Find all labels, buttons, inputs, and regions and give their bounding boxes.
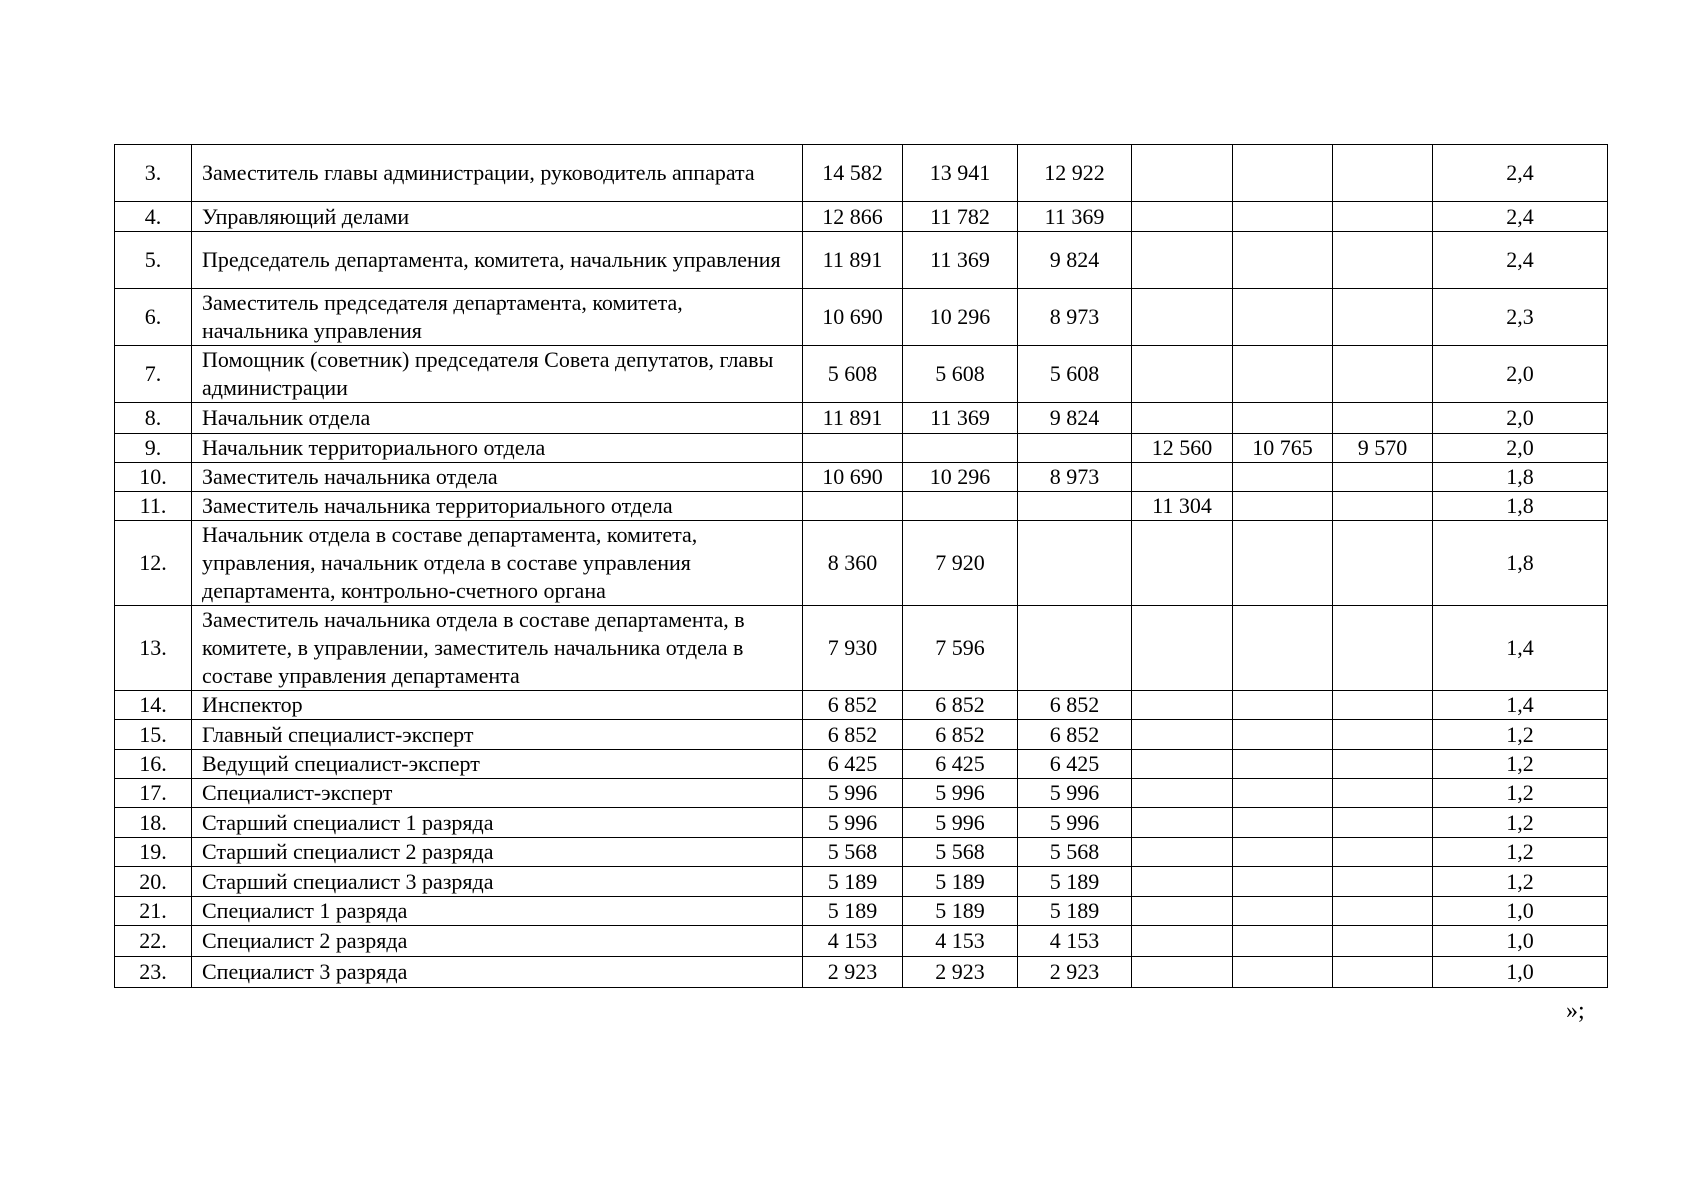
table-row <box>115 720 1608 750</box>
value-col-2-cell: 5 996 <box>903 779 1018 808</box>
value-col-6-cell <box>1333 867 1433 897</box>
value-col-5-cell <box>1233 346 1333 403</box>
value-col-6-cell <box>1333 808 1433 838</box>
value-col-2-cell <box>903 434 1018 463</box>
position-title-cell: Помощник (советник) председателя Совета депутатов, главы администрации <box>192 346 803 403</box>
value-col-6-cell <box>1333 897 1433 926</box>
coefficient-cell: 1,8 <box>1433 463 1608 492</box>
position-title-cell: Начальник отдела <box>192 403 803 434</box>
value-col-5-cell <box>1233 403 1333 434</box>
value-col-1-cell: 10 690 <box>803 289 903 346</box>
table-row <box>115 521 1608 606</box>
value-col-3-cell: 4 153 <box>1018 926 1132 957</box>
table-row <box>115 838 1608 867</box>
position-title-cell: Начальник отдела в составе департамента, комитета, управления, начальник отдела в составе управления департамента, контрольно-счетного органа <box>192 521 803 606</box>
closing-quote-mark: »; <box>1566 998 1585 1024</box>
position-title-cell: Старший специалист 2 разряда <box>192 838 803 867</box>
value-col-4-cell <box>1132 779 1233 808</box>
value-col-2-cell: 6 425 <box>903 750 1018 779</box>
value-col-3-cell <box>1018 521 1132 606</box>
value-col-1-cell: 5 568 <box>803 838 903 867</box>
position-title-cell: Заместитель председателя департамента, комитета, начальника управления <box>192 289 803 346</box>
row-number-cell: 22. <box>115 926 192 957</box>
value-col-2-cell <box>903 492 1018 521</box>
value-col-1-cell: 5 996 <box>803 779 903 808</box>
value-col-5-cell <box>1233 232 1333 289</box>
table-row <box>115 897 1608 926</box>
position-title-cell: Заместитель главы администрации, руководитель аппарата <box>192 145 803 202</box>
value-col-2-cell: 5 608 <box>903 346 1018 403</box>
value-col-4-cell <box>1132 897 1233 926</box>
value-col-1-cell <box>803 492 903 521</box>
value-col-4-cell <box>1132 957 1233 988</box>
coefficient-cell: 1,4 <box>1433 606 1608 691</box>
coefficient-cell: 1,0 <box>1433 897 1608 926</box>
position-title-cell: Заместитель начальника отдела в составе департамента, в комитете, в управлении, заместитель начальника отдела в составе управления департамента <box>192 606 803 691</box>
value-col-5-cell <box>1233 521 1333 606</box>
coefficient-cell: 2,4 <box>1433 145 1608 202</box>
position-title-cell: Заместитель начальника отдела <box>192 463 803 492</box>
value-col-1-cell: 5 189 <box>803 867 903 897</box>
coefficient-cell: 2,3 <box>1433 289 1608 346</box>
value-col-2-cell: 11 782 <box>903 202 1018 232</box>
table-row <box>115 808 1608 838</box>
value-col-2-cell: 10 296 <box>903 289 1018 346</box>
value-col-3-cell: 12 922 <box>1018 145 1132 202</box>
coefficient-cell: 2,0 <box>1433 403 1608 434</box>
table-row <box>115 750 1608 779</box>
coefficient-cell: 1,2 <box>1433 838 1608 867</box>
value-col-1-cell: 7 930 <box>803 606 903 691</box>
value-col-5-cell <box>1233 779 1333 808</box>
row-number-cell: 21. <box>115 897 192 926</box>
row-number-cell: 19. <box>115 838 192 867</box>
position-title-cell: Специалист 1 разряда <box>192 897 803 926</box>
value-col-6-cell <box>1333 691 1433 720</box>
row-number-cell: 10. <box>115 463 192 492</box>
coefficient-cell: 2,0 <box>1433 434 1608 463</box>
position-title-cell: Специалист 2 разряда <box>192 926 803 957</box>
value-col-1-cell: 5 608 <box>803 346 903 403</box>
value-col-4-cell <box>1132 232 1233 289</box>
value-col-2-cell: 11 369 <box>903 232 1018 289</box>
value-col-4-cell <box>1132 691 1233 720</box>
coefficient-cell: 1,2 <box>1433 779 1608 808</box>
row-number-cell: 9. <box>115 434 192 463</box>
value-col-4-cell <box>1132 463 1233 492</box>
value-col-5-cell <box>1233 691 1333 720</box>
value-col-5-cell <box>1233 145 1333 202</box>
value-col-1-cell: 14 582 <box>803 145 903 202</box>
position-title-cell: Председатель департамента, комитета, начальник управления <box>192 232 803 289</box>
value-col-3-cell: 5 996 <box>1018 808 1132 838</box>
value-col-5-cell <box>1233 492 1333 521</box>
table-row <box>115 232 1608 289</box>
value-col-4-cell: 12 560 <box>1132 434 1233 463</box>
value-col-2-cell: 7 920 <box>903 521 1018 606</box>
value-col-6-cell <box>1333 463 1433 492</box>
table-row <box>115 779 1608 808</box>
value-col-5-cell <box>1233 750 1333 779</box>
coefficient-cell: 1,8 <box>1433 492 1608 521</box>
value-col-4-cell <box>1132 346 1233 403</box>
value-col-3-cell: 8 973 <box>1018 289 1132 346</box>
value-col-6-cell <box>1333 492 1433 521</box>
value-col-4-cell <box>1132 606 1233 691</box>
position-title-cell: Старший специалист 3 разряда <box>192 867 803 897</box>
value-col-6-cell <box>1333 232 1433 289</box>
value-col-5-cell <box>1233 926 1333 957</box>
coefficient-cell: 1,0 <box>1433 957 1608 988</box>
value-col-3-cell: 9 824 <box>1018 403 1132 434</box>
value-col-2-cell: 6 852 <box>903 691 1018 720</box>
value-col-3-cell <box>1018 492 1132 521</box>
value-col-3-cell: 11 369 <box>1018 202 1132 232</box>
position-title-cell: Специалист-эксперт <box>192 779 803 808</box>
value-col-2-cell: 7 596 <box>903 606 1018 691</box>
salary-table <box>114 144 1608 988</box>
value-col-1-cell: 2 923 <box>803 957 903 988</box>
value-col-5-cell <box>1233 289 1333 346</box>
value-col-1-cell: 6 852 <box>803 720 903 750</box>
value-col-4-cell <box>1132 808 1233 838</box>
position-title-cell: Начальник территориального отдела <box>192 434 803 463</box>
value-col-3-cell: 9 824 <box>1018 232 1132 289</box>
value-col-4-cell <box>1132 720 1233 750</box>
value-col-3-cell <box>1018 606 1132 691</box>
value-col-4-cell <box>1132 403 1233 434</box>
table-row <box>115 463 1608 492</box>
value-col-3-cell: 6 852 <box>1018 720 1132 750</box>
row-number-cell: 14. <box>115 691 192 720</box>
value-col-4-cell <box>1132 521 1233 606</box>
table-row <box>115 957 1608 988</box>
coefficient-cell: 1,2 <box>1433 720 1608 750</box>
value-col-5-cell <box>1233 720 1333 750</box>
row-number-cell: 5. <box>115 232 192 289</box>
position-title-cell: Управляющий делами <box>192 202 803 232</box>
row-number-cell: 6. <box>115 289 192 346</box>
value-col-1-cell: 6 425 <box>803 750 903 779</box>
position-title-cell: Ведущий специалист-эксперт <box>192 750 803 779</box>
table-row <box>115 691 1608 720</box>
value-col-4-cell <box>1132 750 1233 779</box>
value-col-4-cell <box>1132 867 1233 897</box>
row-number-cell: 23. <box>115 957 192 988</box>
coefficient-cell: 1,0 <box>1433 926 1608 957</box>
value-col-2-cell: 11 369 <box>903 403 1018 434</box>
value-col-6-cell <box>1333 289 1433 346</box>
coefficient-cell: 1,4 <box>1433 691 1608 720</box>
coefficient-cell: 2,4 <box>1433 232 1608 289</box>
value-col-2-cell: 10 296 <box>903 463 1018 492</box>
row-number-cell: 11. <box>115 492 192 521</box>
table-row <box>115 346 1608 403</box>
value-col-5-cell <box>1233 202 1333 232</box>
row-number-cell: 7. <box>115 346 192 403</box>
coefficient-cell: 2,4 <box>1433 202 1608 232</box>
table-row <box>115 289 1608 346</box>
value-col-6-cell <box>1333 779 1433 808</box>
table-row <box>115 202 1608 232</box>
value-col-3-cell: 5 568 <box>1018 838 1132 867</box>
value-col-4-cell: 11 304 <box>1132 492 1233 521</box>
value-col-1-cell: 11 891 <box>803 403 903 434</box>
value-col-2-cell: 6 852 <box>903 720 1018 750</box>
value-col-5-cell: 10 765 <box>1233 434 1333 463</box>
value-col-6-cell <box>1333 403 1433 434</box>
value-col-2-cell: 5 189 <box>903 867 1018 897</box>
value-col-3-cell: 5 189 <box>1018 897 1132 926</box>
value-col-4-cell <box>1132 838 1233 867</box>
table-row <box>115 434 1608 463</box>
position-title-cell: Заместитель начальника территориального отдела <box>192 492 803 521</box>
value-col-1-cell <box>803 434 903 463</box>
value-col-6-cell <box>1333 957 1433 988</box>
table-body <box>115 145 1608 988</box>
position-title-cell: Старший специалист 1 разряда <box>192 808 803 838</box>
value-col-5-cell <box>1233 867 1333 897</box>
value-col-6-cell <box>1333 750 1433 779</box>
value-col-3-cell <box>1018 434 1132 463</box>
value-col-3-cell: 2 923 <box>1018 957 1132 988</box>
table-row <box>115 492 1608 521</box>
value-col-6-cell <box>1333 521 1433 606</box>
table-row <box>115 926 1608 957</box>
value-col-4-cell <box>1132 926 1233 957</box>
table-row <box>115 145 1608 202</box>
table-row <box>115 606 1608 691</box>
position-title-cell: Специалист 3 разряда <box>192 957 803 988</box>
value-col-5-cell <box>1233 808 1333 838</box>
value-col-1-cell: 5 996 <box>803 808 903 838</box>
row-number-cell: 8. <box>115 403 192 434</box>
value-col-5-cell <box>1233 897 1333 926</box>
value-col-6-cell <box>1333 720 1433 750</box>
value-col-1-cell: 8 360 <box>803 521 903 606</box>
row-number-cell: 15. <box>115 720 192 750</box>
value-col-4-cell <box>1132 145 1233 202</box>
value-col-6-cell: 9 570 <box>1333 434 1433 463</box>
row-number-cell: 16. <box>115 750 192 779</box>
position-title-cell: Главный специалист-эксперт <box>192 720 803 750</box>
coefficient-cell: 2,0 <box>1433 346 1608 403</box>
coefficient-cell: 1,2 <box>1433 867 1608 897</box>
row-number-cell: 18. <box>115 808 192 838</box>
value-col-3-cell: 5 608 <box>1018 346 1132 403</box>
value-col-3-cell: 5 189 <box>1018 867 1132 897</box>
value-col-2-cell: 5 189 <box>903 897 1018 926</box>
position-title-cell: Инспектор <box>192 691 803 720</box>
value-col-6-cell <box>1333 202 1433 232</box>
coefficient-cell: 1,8 <box>1433 521 1608 606</box>
value-col-2-cell: 5 996 <box>903 808 1018 838</box>
value-col-4-cell <box>1132 202 1233 232</box>
value-col-1-cell: 4 153 <box>803 926 903 957</box>
value-col-6-cell <box>1333 346 1433 403</box>
value-col-2-cell: 4 153 <box>903 926 1018 957</box>
value-col-3-cell: 8 973 <box>1018 463 1132 492</box>
value-col-6-cell <box>1333 145 1433 202</box>
row-number-cell: 20. <box>115 867 192 897</box>
value-col-2-cell: 2 923 <box>903 957 1018 988</box>
value-col-5-cell <box>1233 606 1333 691</box>
value-col-3-cell: 6 852 <box>1018 691 1132 720</box>
value-col-3-cell: 6 425 <box>1018 750 1132 779</box>
coefficient-cell: 1,2 <box>1433 750 1608 779</box>
value-col-1-cell: 5 189 <box>803 897 903 926</box>
row-number-cell: 3. <box>115 145 192 202</box>
table-row <box>115 867 1608 897</box>
value-col-6-cell <box>1333 926 1433 957</box>
value-col-1-cell: 6 852 <box>803 691 903 720</box>
value-col-5-cell <box>1233 838 1333 867</box>
value-col-5-cell <box>1233 463 1333 492</box>
row-number-cell: 13. <box>115 606 192 691</box>
value-col-1-cell: 12 866 <box>803 202 903 232</box>
value-col-3-cell: 5 996 <box>1018 779 1132 808</box>
value-col-6-cell <box>1333 606 1433 691</box>
value-col-1-cell: 11 891 <box>803 232 903 289</box>
coefficient-cell: 1,2 <box>1433 808 1608 838</box>
table-row <box>115 403 1608 434</box>
value-col-5-cell <box>1233 957 1333 988</box>
value-col-2-cell: 5 568 <box>903 838 1018 867</box>
value-col-1-cell: 10 690 <box>803 463 903 492</box>
value-col-2-cell: 13 941 <box>903 145 1018 202</box>
value-col-4-cell <box>1132 289 1233 346</box>
row-number-cell: 4. <box>115 202 192 232</box>
row-number-cell: 17. <box>115 779 192 808</box>
row-number-cell: 12. <box>115 521 192 606</box>
value-col-6-cell <box>1333 838 1433 867</box>
